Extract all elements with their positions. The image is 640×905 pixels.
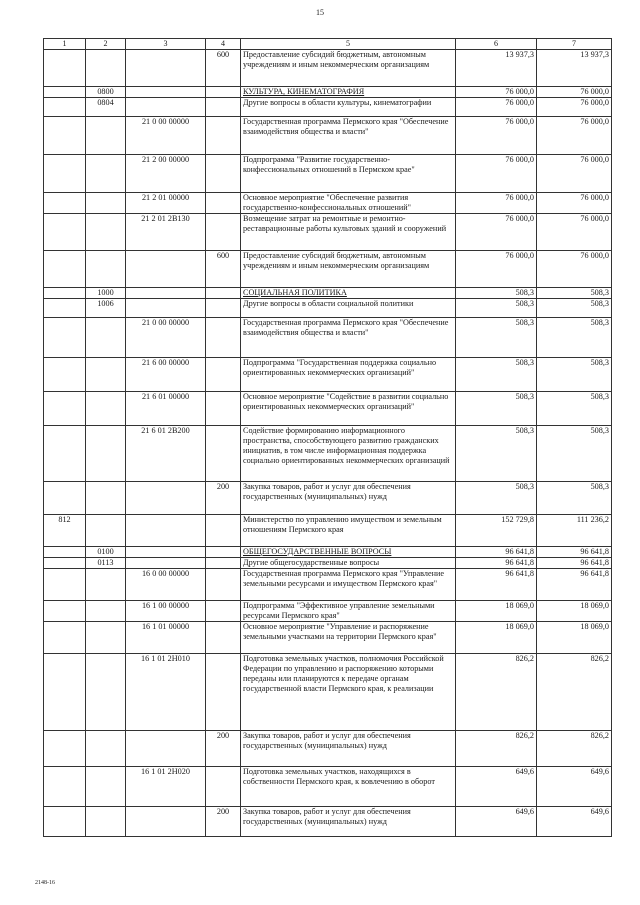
row-amount: 18 069,0 — [537, 622, 612, 654]
row-amount: 18 069,0 — [537, 601, 612, 622]
row-code: 21 0 00 00000 — [126, 117, 206, 155]
row-code — [86, 807, 126, 837]
row-description: Подпрограмма "Государственная поддержка социально ориентированных некоммерческих организаций" — [241, 358, 456, 392]
row-code: 16 1 01 2Н020 — [126, 767, 206, 807]
row-code — [126, 50, 206, 87]
row-description: Основное мероприятие "Обеспечение развития государственно-конфессиональных отношений" — [241, 193, 456, 214]
row-code — [86, 601, 126, 622]
row-description: Основное мероприятие "Содействие в развитии социально ориентированных некоммерческих организаций" — [241, 392, 456, 426]
col-header-4: 4 — [206, 39, 241, 50]
row-amount: 826,2 — [456, 654, 537, 731]
row-code: 812 — [44, 515, 86, 547]
table-row — [44, 50, 612, 87]
row-amount: 508,3 — [537, 299, 612, 318]
row-code: 21 0 00 00000 — [126, 318, 206, 358]
row-code: 16 1 01 00000 — [126, 622, 206, 654]
table-row — [44, 622, 612, 654]
table-row — [44, 482, 612, 515]
row-amount: 96 641,8 — [537, 547, 612, 558]
row-code — [44, 547, 86, 558]
row-code — [86, 515, 126, 547]
row-amount: 76 000,0 — [456, 155, 537, 193]
table-row — [44, 601, 612, 622]
row-amount: 13 937,3 — [456, 50, 537, 87]
row-amount: 508,3 — [456, 426, 537, 482]
row-amount: 508,3 — [456, 318, 537, 358]
row-code — [126, 547, 206, 558]
row-code — [86, 482, 126, 515]
row-code — [126, 807, 206, 837]
row-code — [206, 601, 241, 622]
row-code — [86, 569, 126, 601]
row-code — [44, 155, 86, 193]
row-amount: 508,3 — [456, 299, 537, 318]
row-description — [241, 547, 456, 558]
row-description: Закупка товаров, работ и услуг для обеспечения государственных (муниципальных) нужд — [241, 731, 456, 767]
row-code — [44, 731, 86, 767]
row-code — [126, 251, 206, 288]
table-row — [44, 654, 612, 731]
table-row — [44, 117, 612, 155]
row-code — [126, 482, 206, 515]
row-code — [206, 426, 241, 482]
table-row — [44, 155, 612, 193]
row-description: Другие вопросы в области культуры, кинематографии — [241, 98, 456, 117]
row-amount: 649,6 — [456, 807, 537, 837]
row-description: Подготовка земельных участков, находящихся в собственности Пермского края, к вовлечению в оборот — [241, 767, 456, 807]
row-code — [44, 299, 86, 318]
row-amount: 152 729,8 — [456, 515, 537, 547]
row-description — [241, 87, 456, 98]
row-code — [126, 288, 206, 299]
row-code — [86, 392, 126, 426]
row-code — [44, 251, 86, 288]
table-row — [44, 731, 612, 767]
row-code — [126, 515, 206, 547]
table-row — [44, 767, 612, 807]
row-code — [44, 392, 86, 426]
row-code — [86, 155, 126, 193]
row-code — [44, 426, 86, 482]
col-header-3: 3 — [126, 39, 206, 50]
row-description: Государственная программа Пермского края "Обеспечение взаимодействия общества и власти" — [241, 117, 456, 155]
row-description-text: КУЛЬТУРА, КИНЕМАТОГРАФИЯ — [243, 87, 365, 96]
row-code — [86, 214, 126, 251]
row-code: 16 1 01 2Н010 — [126, 654, 206, 731]
row-code — [126, 87, 206, 98]
row-code — [86, 731, 126, 767]
row-code — [44, 117, 86, 155]
row-description: Подпрограмма "Эффективное управление земельными ресурсами Пермского края" — [241, 601, 456, 622]
row-description: Государственная программа Пермского края "Управление земельными ресурсами и имуществом Пермского края" — [241, 569, 456, 601]
row-code: 200 — [206, 731, 241, 767]
row-amount: 76 000,0 — [537, 117, 612, 155]
row-code: 1006 — [86, 299, 126, 318]
row-amount: 76 000,0 — [537, 87, 612, 98]
row-amount: 508,3 — [537, 318, 612, 358]
row-code: 21 6 01 2В200 — [126, 426, 206, 482]
row-code — [206, 622, 241, 654]
row-code: 21 2 00 00000 — [126, 155, 206, 193]
row-amount: 508,3 — [537, 392, 612, 426]
row-amount: 96 641,8 — [537, 569, 612, 601]
table-row — [44, 392, 612, 426]
row-code — [44, 569, 86, 601]
row-description: Закупка товаров, работ и услуг для обеспечения государственных (муниципальных) нужд — [241, 482, 456, 515]
table-row — [44, 558, 612, 569]
row-code: 0100 — [86, 547, 126, 558]
row-amount: 508,3 — [537, 288, 612, 299]
row-amount: 508,3 — [456, 392, 537, 426]
col-header-1: 1 — [44, 39, 86, 50]
row-code — [44, 358, 86, 392]
row-code — [206, 87, 241, 98]
col-header-6: 6 — [456, 39, 537, 50]
row-code — [86, 117, 126, 155]
budget-table — [43, 38, 612, 837]
row-amount: 508,3 — [456, 288, 537, 299]
table-row — [44, 318, 612, 358]
row-amount: 76 000,0 — [537, 251, 612, 288]
row-amount: 96 641,8 — [456, 558, 537, 569]
table-row — [44, 288, 612, 299]
row-description: Подпрограмма "Развитие государственно-конфессиональных отношений в Пермском крае" — [241, 155, 456, 193]
row-amount: 508,3 — [537, 426, 612, 482]
row-amount: 826,2 — [537, 731, 612, 767]
row-code — [44, 98, 86, 117]
row-code — [206, 155, 241, 193]
row-amount: 649,6 — [537, 807, 612, 837]
table-row — [44, 214, 612, 251]
row-code — [86, 193, 126, 214]
row-code: 600 — [206, 50, 241, 87]
row-code — [86, 251, 126, 288]
row-code — [44, 193, 86, 214]
row-amount: 76 000,0 — [537, 193, 612, 214]
row-code — [44, 654, 86, 731]
row-amount: 111 236,2 — [537, 515, 612, 547]
row-description: Основное мероприятие "Управление и распоряжение земельными участками на территории Пермского края" — [241, 622, 456, 654]
row-code — [44, 214, 86, 251]
row-amount: 96 641,8 — [456, 569, 537, 601]
table-row — [44, 299, 612, 318]
row-amount: 76 000,0 — [456, 98, 537, 117]
row-code — [86, 318, 126, 358]
table-row — [44, 426, 612, 482]
row-code: 200 — [206, 482, 241, 515]
row-code: 0113 — [86, 558, 126, 569]
row-amount: 76 000,0 — [537, 155, 612, 193]
row-code: 200 — [206, 807, 241, 837]
row-code — [206, 299, 241, 318]
row-code — [126, 299, 206, 318]
row-code — [44, 807, 86, 837]
row-code: 0800 — [86, 87, 126, 98]
row-description: Подготовка земельных участков, полномочия Российской Федерации по управлению и распоряжению которыми переданы или планируются к передаче органам государственной власти Пермского края, к реализации — [241, 654, 456, 731]
row-code — [86, 426, 126, 482]
row-amount: 76 000,0 — [537, 98, 612, 117]
row-code — [206, 558, 241, 569]
row-code — [206, 515, 241, 547]
row-amount: 18 069,0 — [456, 601, 537, 622]
row-code — [206, 569, 241, 601]
row-description: Содействие формированию информационного пространства, способствующего развитию гражданских инициатив, в том числе информационная поддержка социально ориентированных некоммерческих организаций — [241, 426, 456, 482]
table-row — [44, 547, 612, 558]
row-amount: 508,3 — [456, 358, 537, 392]
row-amount: 76 000,0 — [537, 214, 612, 251]
row-code — [86, 622, 126, 654]
row-code — [44, 482, 86, 515]
row-code: 16 1 00 00000 — [126, 601, 206, 622]
row-code: 21 6 01 00000 — [126, 392, 206, 426]
table-row — [44, 358, 612, 392]
header-row — [44, 39, 612, 50]
row-code — [206, 392, 241, 426]
row-code — [44, 50, 86, 87]
row-amount: 76 000,0 — [456, 214, 537, 251]
table-row — [44, 515, 612, 547]
table-row — [44, 98, 612, 117]
row-code — [206, 98, 241, 117]
row-amount: 508,3 — [537, 358, 612, 392]
row-code — [44, 318, 86, 358]
row-description — [241, 288, 456, 299]
row-amount: 649,6 — [537, 767, 612, 807]
row-description: Предоставление субсидий бюджетным, автономным учреждениям и иным некоммерческим организациям — [241, 251, 456, 288]
row-code — [86, 358, 126, 392]
row-amount: 76 000,0 — [456, 193, 537, 214]
row-code: 600 — [206, 251, 241, 288]
row-code — [206, 547, 241, 558]
row-code — [206, 117, 241, 155]
row-code: 16 0 00 00000 — [126, 569, 206, 601]
row-code: 21 2 01 00000 — [126, 193, 206, 214]
row-code — [44, 558, 86, 569]
document-id: 2148-16 — [35, 880, 55, 886]
row-code — [44, 767, 86, 807]
row-code — [44, 622, 86, 654]
row-description-text: СОЦИАЛЬНАЯ ПОЛИТИКА — [243, 288, 347, 297]
row-code — [44, 601, 86, 622]
row-code: 1000 — [86, 288, 126, 299]
row-description: Закупка товаров, работ и услуг для обеспечения государственных (муниципальных) нужд — [241, 807, 456, 837]
table-row — [44, 87, 612, 98]
table-row — [44, 569, 612, 601]
row-code — [126, 558, 206, 569]
row-code — [206, 318, 241, 358]
row-code — [206, 767, 241, 807]
row-description: Возмещение затрат на ремонтные и ремонтно-реставрационные работы культовых зданий и сооружений — [241, 214, 456, 251]
row-code — [86, 50, 126, 87]
col-header-5: 5 — [241, 39, 456, 50]
row-amount: 649,6 — [456, 767, 537, 807]
row-amount: 76 000,0 — [456, 87, 537, 98]
row-amount: 96 641,8 — [456, 547, 537, 558]
row-amount: 96 641,8 — [537, 558, 612, 569]
row-description: Другие общегосударственные вопросы — [241, 558, 456, 569]
row-code — [44, 87, 86, 98]
row-amount: 826,2 — [456, 731, 537, 767]
row-amount: 826,2 — [537, 654, 612, 731]
row-amount: 18 069,0 — [456, 622, 537, 654]
table-row — [44, 807, 612, 837]
row-code — [206, 654, 241, 731]
row-description: Министерство по управлению имуществом и земельным отношениям Пермского края — [241, 515, 456, 547]
row-code — [206, 193, 241, 214]
row-amount: 508,3 — [537, 482, 612, 515]
row-code — [44, 288, 86, 299]
row-code: 0804 — [86, 98, 126, 117]
row-amount: 76 000,0 — [456, 251, 537, 288]
row-description: Предоставление субсидий бюджетным, автономным учреждениям и иным некоммерческим организациям — [241, 50, 456, 87]
row-description: Государственная программа Пермского края "Обеспечение взаимодействия общества и власти" — [241, 318, 456, 358]
row-code: 21 2 01 2В130 — [126, 214, 206, 251]
row-code: 21 6 00 00000 — [126, 358, 206, 392]
row-code — [86, 767, 126, 807]
table-row — [44, 251, 612, 288]
col-header-2: 2 — [86, 39, 126, 50]
table-row — [44, 193, 612, 214]
row-code — [126, 731, 206, 767]
row-code — [206, 288, 241, 299]
row-amount: 13 937,3 — [537, 50, 612, 87]
row-code — [206, 214, 241, 251]
row-code — [126, 98, 206, 117]
row-description: Другие вопросы в области социальной политики — [241, 299, 456, 318]
page-number: 15 — [316, 8, 324, 17]
col-header-7: 7 — [537, 39, 612, 50]
row-code — [206, 358, 241, 392]
row-amount: 508,3 — [456, 482, 537, 515]
row-amount: 76 000,0 — [456, 117, 537, 155]
row-description-text: ОБЩЕГОСУДАРСТВЕННЫЕ ВОПРОСЫ — [243, 547, 392, 556]
row-code — [86, 654, 126, 731]
